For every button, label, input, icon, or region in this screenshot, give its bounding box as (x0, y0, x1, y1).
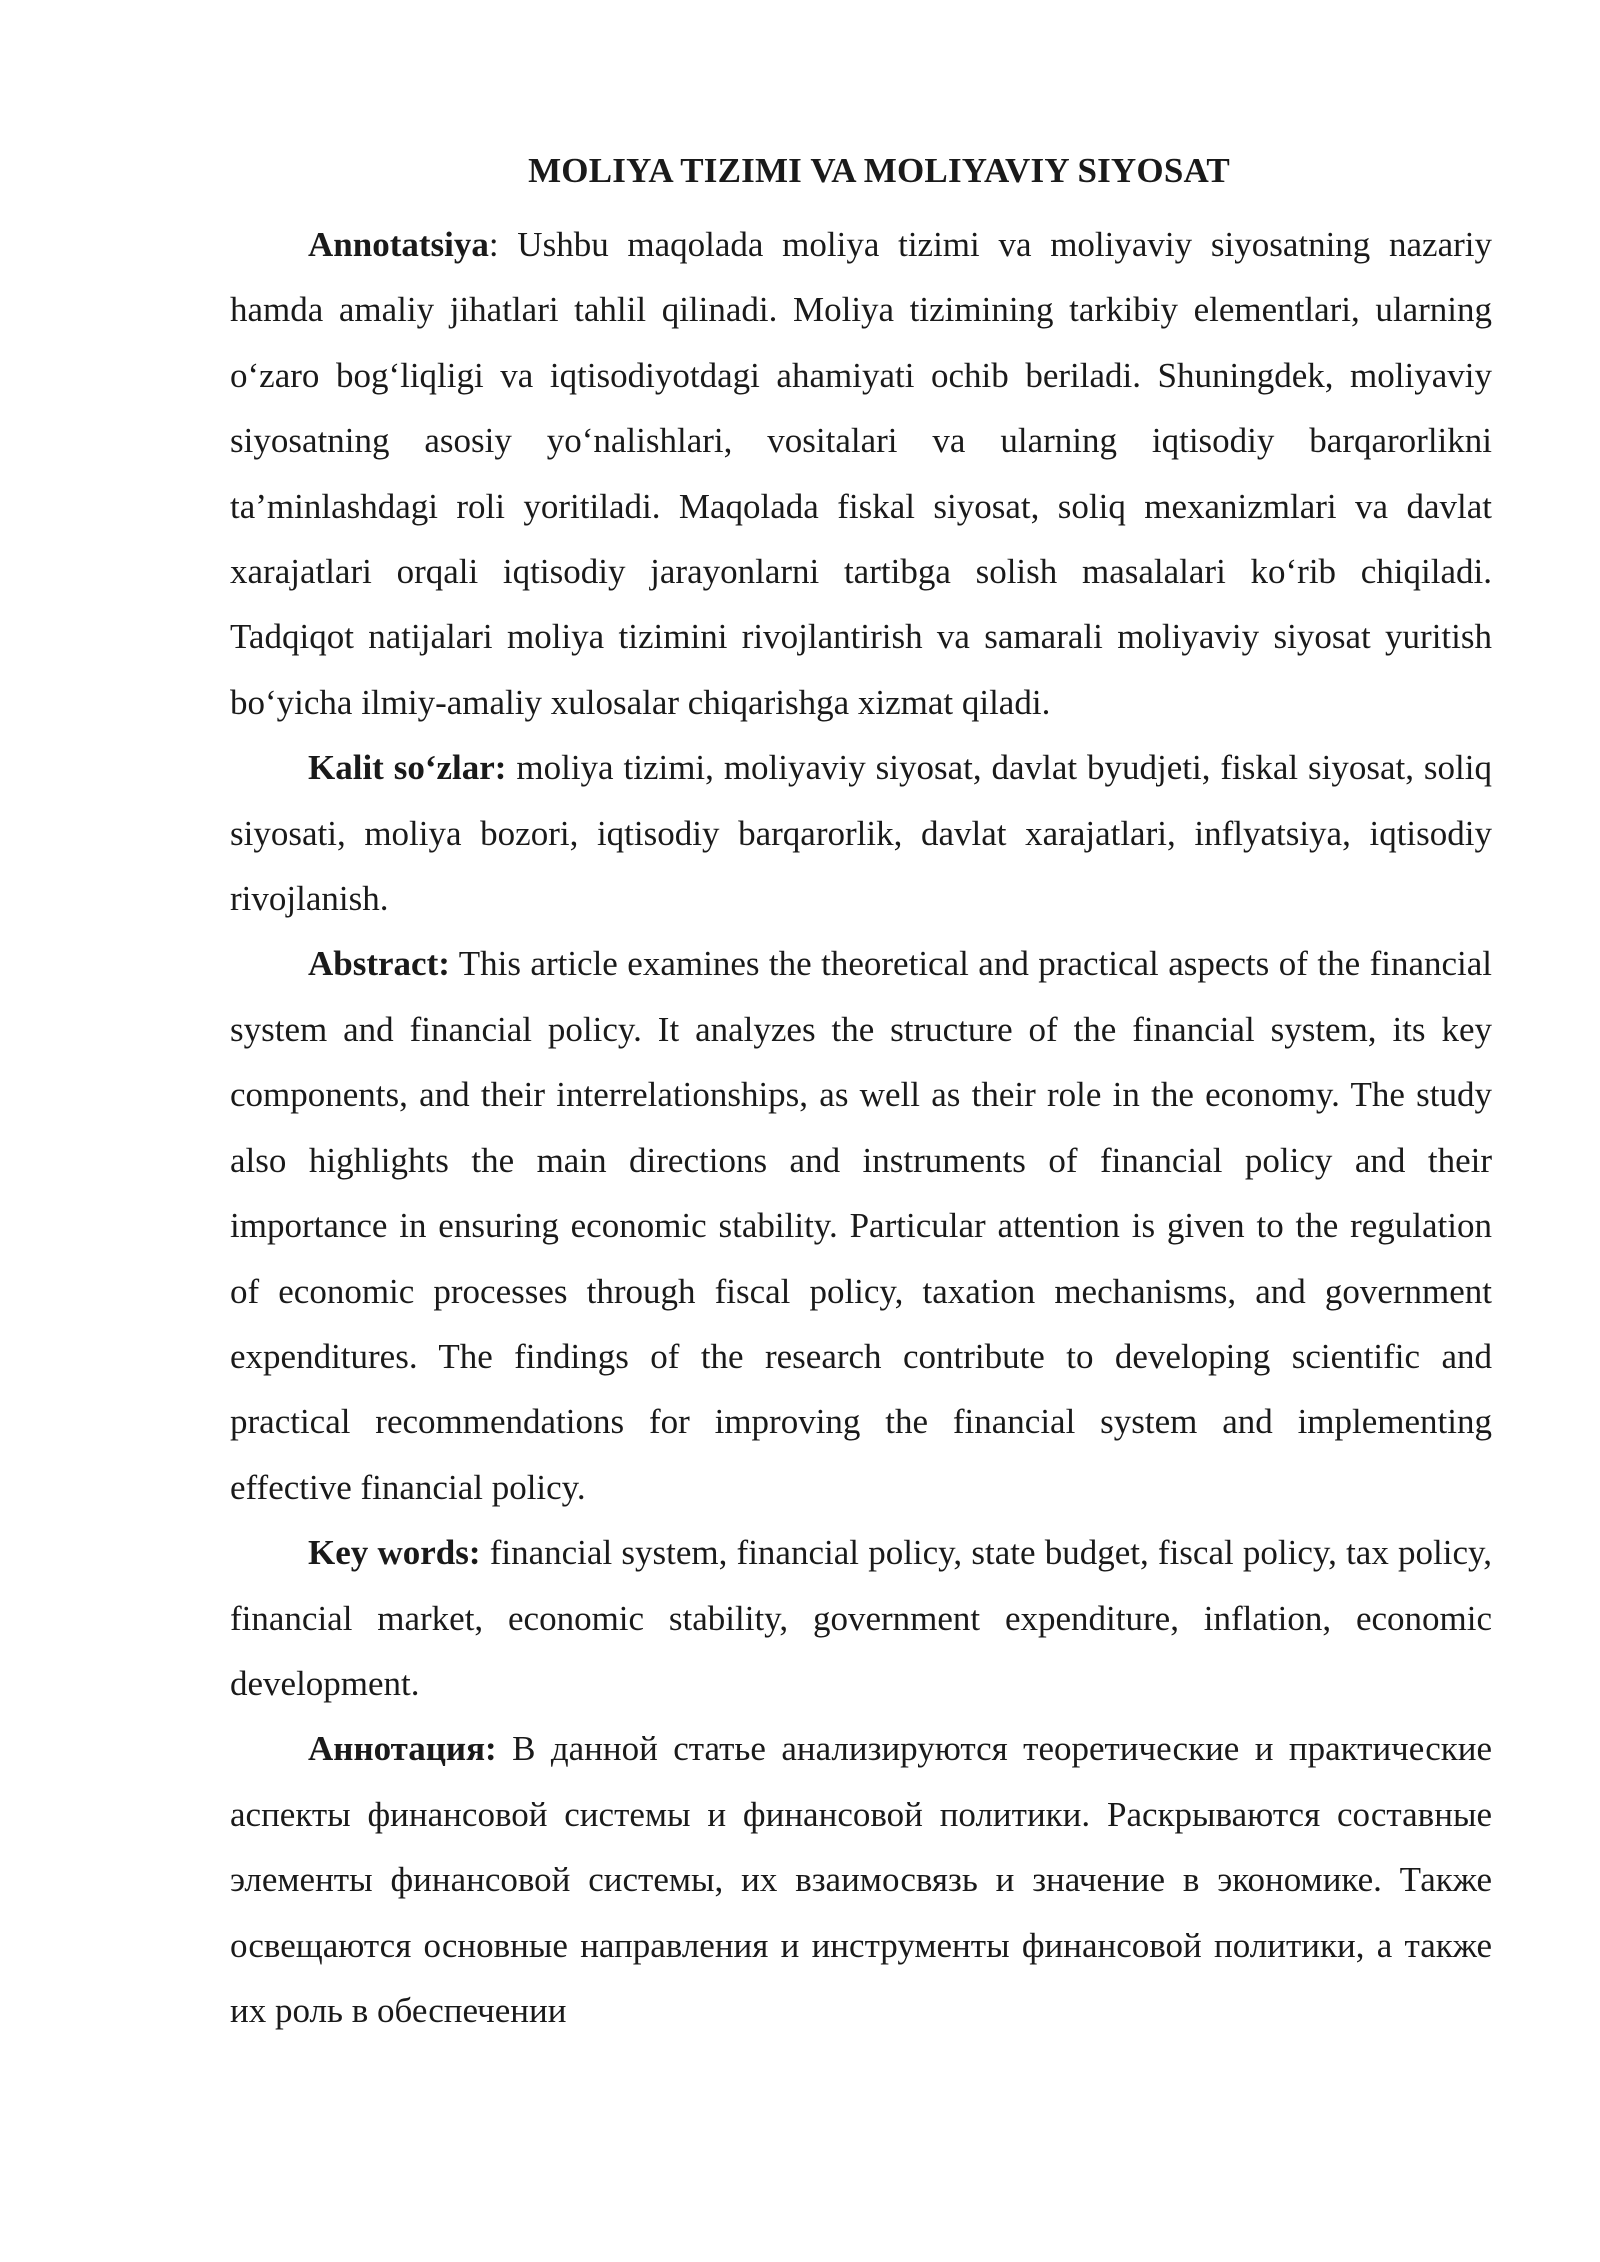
annotation-uz-paragraph (230, 212, 1492, 735)
annotation-uz-label: Annotatsiya (308, 225, 489, 264)
keywords-uz-label: Kalit so‘zlar: (308, 748, 507, 788)
annotation-ru-text: В данной статье анализируются теоретические и практические аспекты финансовой системы и финансовой политики. Раскрываются составные элементы финансовой системы, их взаимосвязь и значение в экономике. Также освещаются основные направления и инструменты финансовой политики, а также их роль в обеспечении (230, 1729, 1492, 2030)
keywords-en-text: financial system, financial policy, state budget, fiscal policy, tax policy, financial market, economic stability, government expenditure, inflation, economic development. (230, 1533, 1493, 1703)
keywords-en-paragraph (230, 1520, 1492, 1716)
keywords-uz-paragraph (230, 735, 1492, 931)
document-title: MOLIYA TIZIMI VA MOLIYAVIY SIYOSAT (528, 151, 1230, 190)
keywords-en-label: Key words: (308, 1533, 481, 1573)
annotation-ru-label: Аннотация: (308, 1729, 497, 1769)
annotation-ru-paragraph (230, 1716, 1492, 2043)
annotation-uz-text: : Ushbu maqolada moliya tizimi va moliyaviy siyosatning nazariy hamda amaliy jihatlari tahlil qilinadi. Moliya tizimining tarkibiy elementlari, ularning o‘zaro bog‘liqligi va iqtisodiyotdagi ahamiyati ochib beriladi. Shuningdek, moliyaviy siyosatning asosiy yo‘nalishlari, vositalari va ularning iqtisodiy barqarorlikni ta’minlashdagi roli yoritiladi. Maqolada fiskal siyosat, soliq mexanizmlari va davlat xarajatlari orqali iqtisodiy jarayonlarni tartibga solish masalalari ko‘rib chiqiladi. Tadqiqot natijalari moliya tizimini rivojlantirish va samarali moliyaviy siyosat yuritish bo‘yicha ilmiy-amaliy xulosalar chiqarishga xizmat qiladi. (230, 225, 1492, 722)
abstract-en-text: This article examines the theoretical and practical aspects of the financial system and financial policy. It analyzes the structure of the financial system, its key components, and their interrelationships, as well as their role in the economy. The study also highlights the main directions and instruments of financial policy and their importance in ensuring economic stability. Particular attention is given to the regulation of economic processes through fiscal policy, taxation mechanisms, and government expenditures. The findings of the research contribute to developing scientific and practical recommendations for improving the financial system and implementing effective financial policy. (230, 944, 1492, 1507)
abstract-en-label: Abstract: (308, 944, 450, 984)
abstract-en-paragraph (230, 931, 1492, 1520)
document-page (230, 148, 1492, 2043)
keywords-uz-text: moliya tizimi, moliyaviy siyosat, davlat byudjeti, fiskal siyosat, soliq siyosati, moliya bozori, iqtisodiy barqarorlik, davlat xarajatlari, inflyatsiya, iqtisodiy rivojlanish. (230, 748, 1492, 919)
